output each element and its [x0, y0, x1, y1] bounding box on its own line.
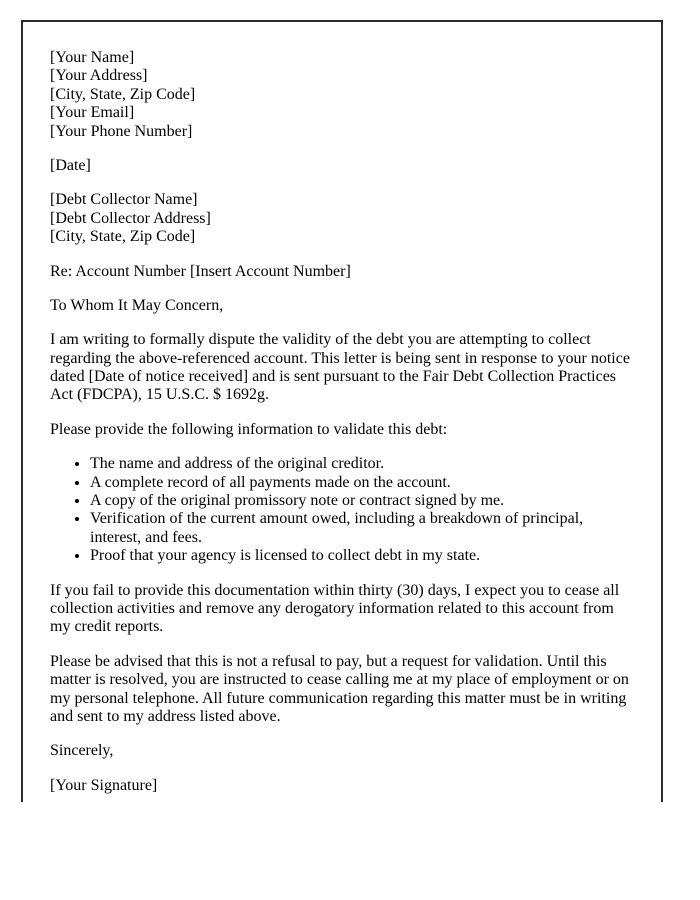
sender-email: [Your Email] — [50, 104, 135, 122]
list-item: • The name and address of the original creditor. — [90, 455, 633, 473]
recipient-name: [Debt Collector Name] — [50, 191, 198, 209]
advisory-paragraph: Please be advised that this is not a refusal to pay, but a request for validation. Until this matter is resolved, you are instructed to cease calling me at my place of employment or on my personal telephone. All future communication regarding this matter must be in writing and sent to my address listed above. — [50, 652, 629, 725]
recipient-address-block — [50, 191, 633, 246]
salutation: To Whom It May Concern, — [50, 296, 224, 314]
closing: Sincerely, — [50, 742, 114, 760]
sender-address: [Your Address] — [50, 67, 148, 85]
list-item: • A copy of the original promissory note or contract signed by me. — [90, 492, 633, 510]
validation-items-list — [50, 455, 633, 565]
letter-page — [21, 20, 663, 802]
sender-phone: [Your Phone Number] — [50, 122, 193, 140]
request-intro-paragraph: Please provide the following information to validate this debt: — [50, 420, 448, 438]
recipient-address: [Debt Collector Address] — [50, 209, 211, 227]
list-item: • Proof that your agency is licensed to collect debt in my state. — [90, 547, 633, 565]
sender-name: [Your Name] — [50, 49, 135, 66]
recipient-city-state-zip: [City, State, Zip Code] — [50, 228, 196, 246]
deadline-paragraph: If you fail to provide this documentation within thirty (30) days, I expect you to cease all collection activities and remove any derogatory information related to this account from my credit reports. — [50, 581, 620, 636]
letter-date: [Date] — [50, 156, 91, 174]
list-item: • Verification of the current amount owed, including a breakdown of principal, interest, and fees. — [90, 510, 633, 547]
subject-line: Re: Account Number [Insert Account Number] — [50, 262, 351, 280]
list-item: • A complete record of all payments made on the account. — [90, 474, 633, 492]
sender-city-state-zip: [City, State, Zip Code] — [50, 85, 196, 103]
dispute-paragraph: I am writing to formally dispute the validity of the debt you are attempting to collect regarding the above-referenced account. This letter is being sent in response to your notice dated [Date of notice received] and is sent pursuant to the Fair Debt Collection Practices Act (FDCPA), 15 U.S.C. $ 1692g. — [50, 331, 630, 404]
signature-placeholder: [Your Signature] — [50, 776, 158, 794]
sender-address-block — [50, 49, 633, 141]
